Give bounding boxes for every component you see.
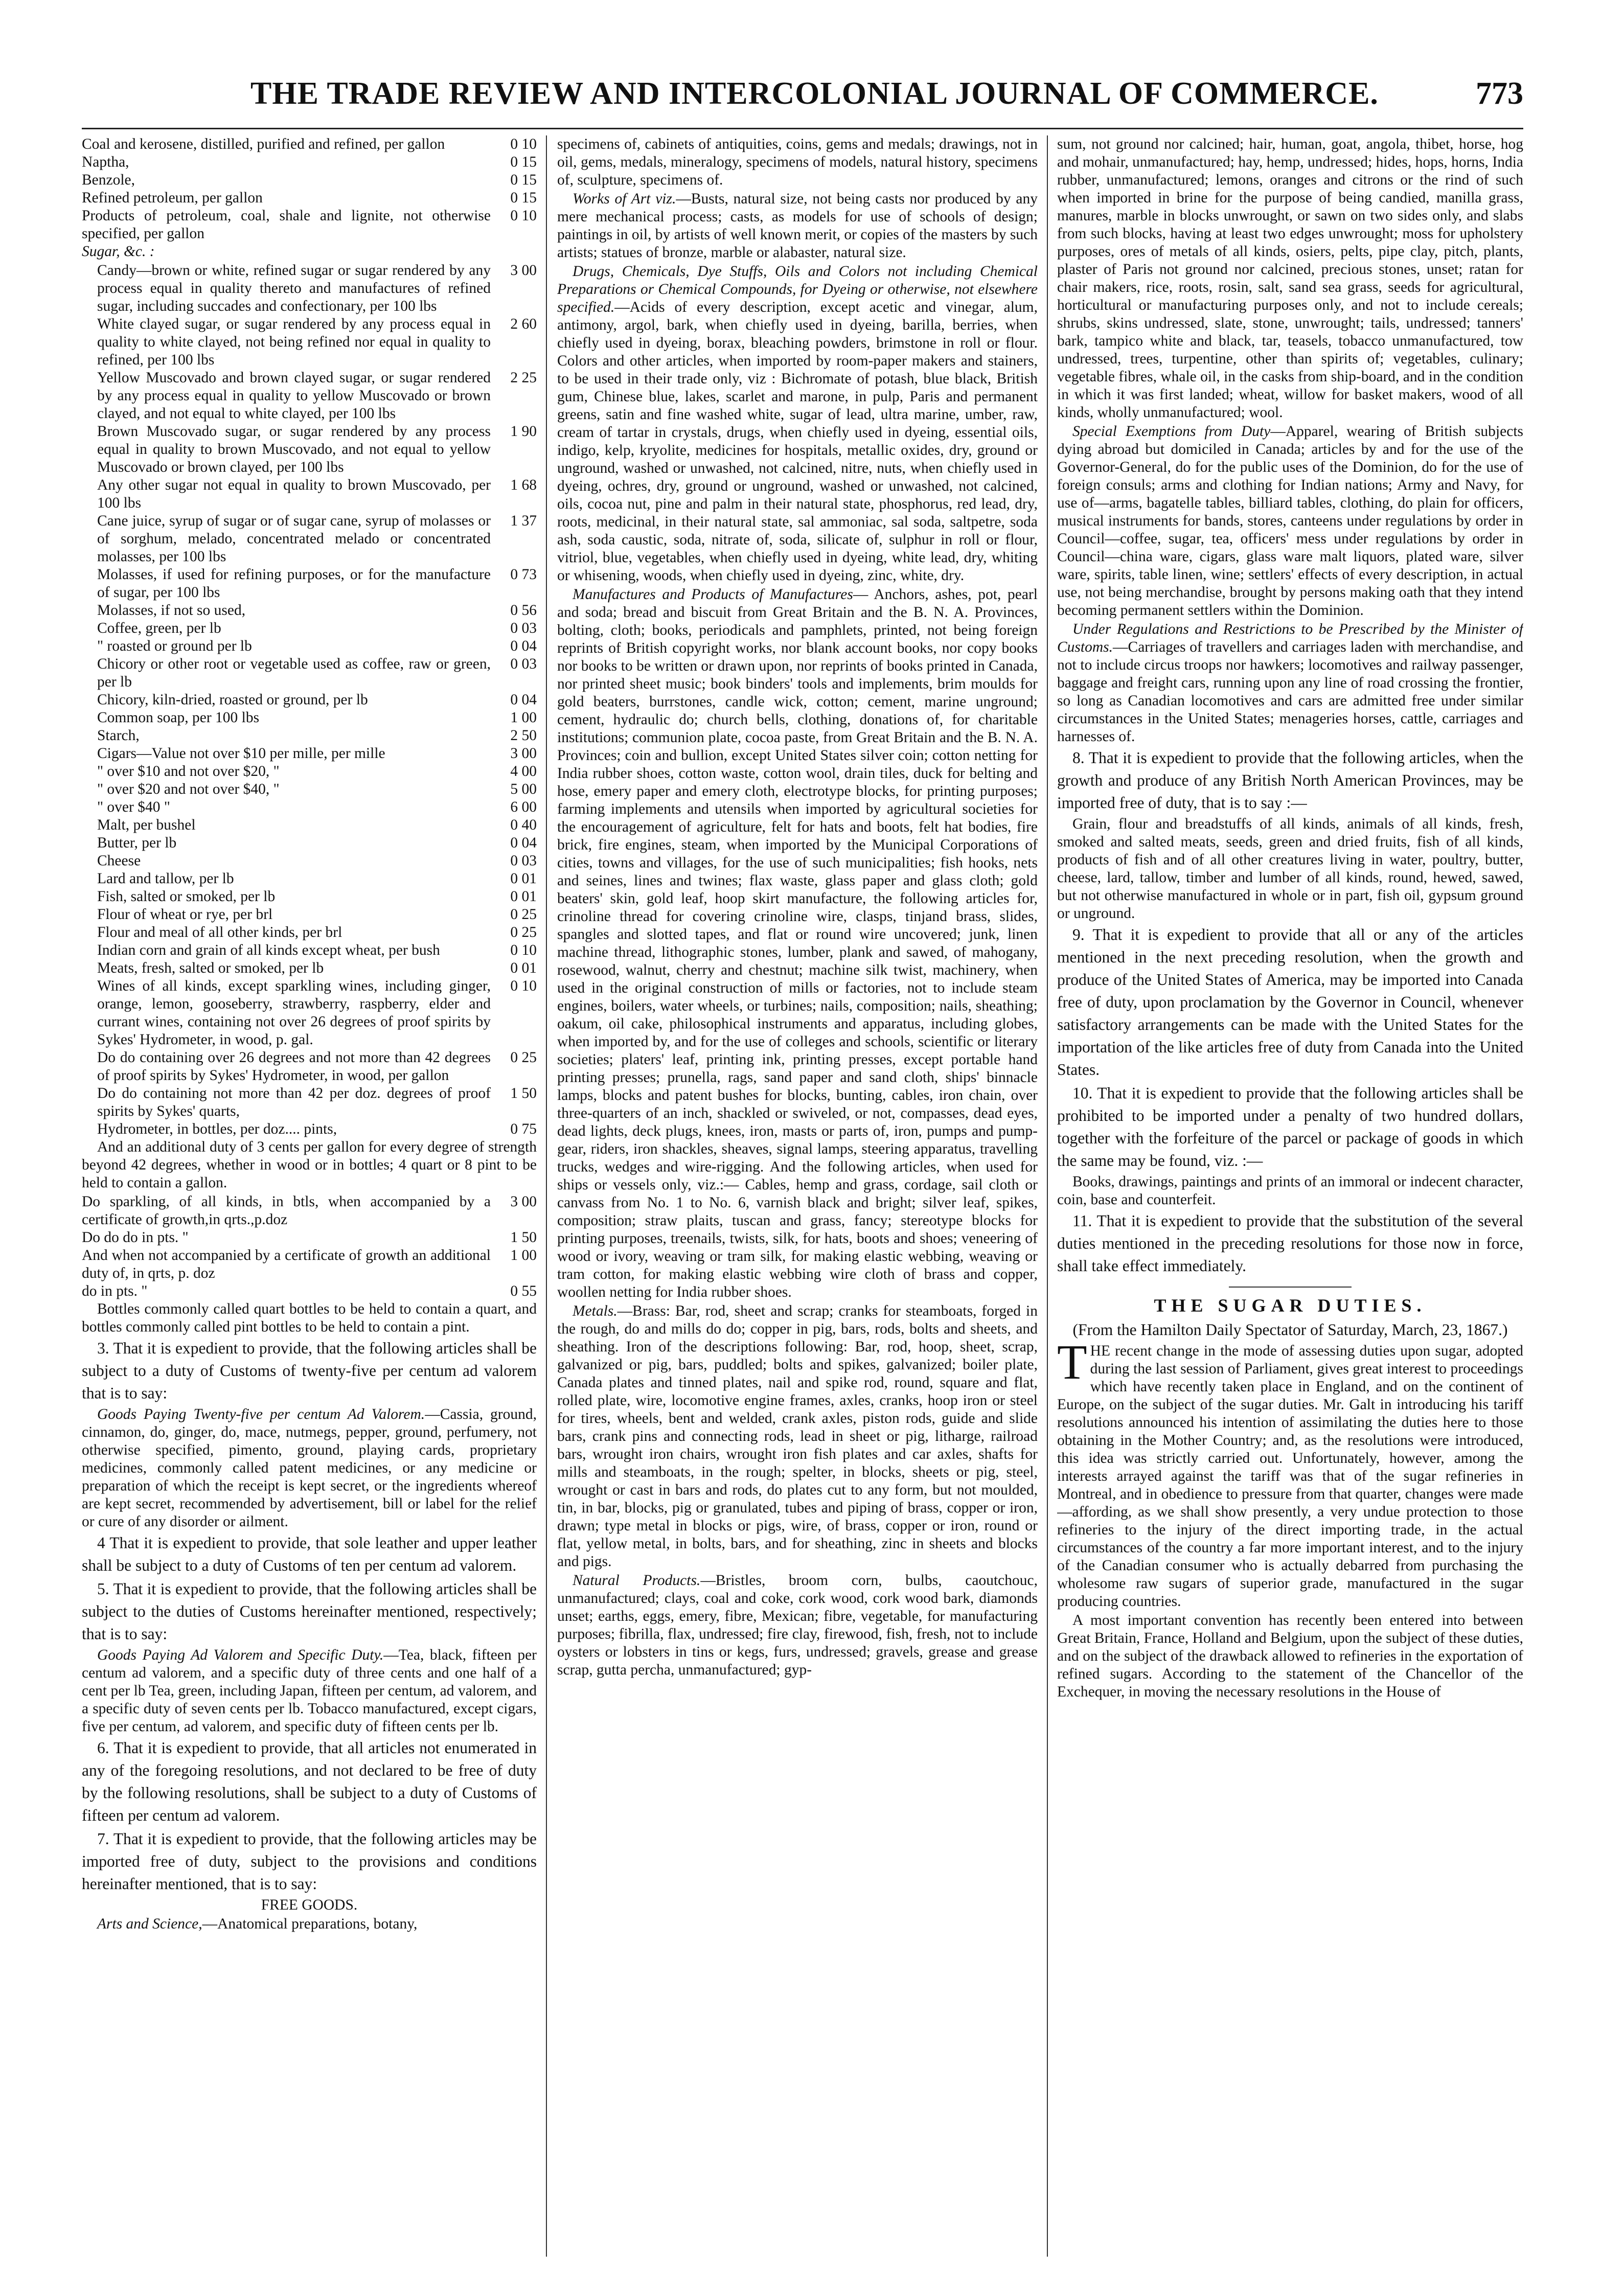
resolution-9: 9. That it is expedient to provide that all or any of the articles mentioned in the next preceding resolution, when the growth and produce of the United States of America, may be imported into Canada free of duty, upon proclamation by the Governor in Council, whenever satisfactory arrangements can be made with the United States for the importation of the like articles free of duty from Canada into the United States. bbox=[1057, 926, 1523, 1078]
sugar-tariff-label: Chicory, kiln-dried, roasted or ground, per lb bbox=[97, 692, 368, 708]
sugar-tariff-row bbox=[97, 816, 537, 834]
sugar-tariff-amount: 0 04 bbox=[510, 692, 537, 708]
sugar-tariff-label: " over $40 " bbox=[97, 799, 170, 815]
tariff-row bbox=[82, 171, 537, 189]
sugar-tariff-label: Butter, per lb bbox=[97, 835, 177, 851]
sugar-tariff-amount: 0 04 bbox=[510, 638, 537, 654]
grain-text: Grain, flour and breadstuffs of all kinds, animals of all kinds, fresh, smoked and salted meats, seeds, green and dried fruits, fish of all kinds, products of fish and of all other creatures living in water, poultry, butter, cheese, lard, tallow, timber and lumber of all kinds, round, hewed, sawed, but not otherwise manufactured in whole or in part, fish oil, gypsum ground or unground. bbox=[1057, 816, 1523, 922]
sparkling-tariff-amount: 3 00 bbox=[510, 1193, 537, 1210]
resolution-11: 11. That it is expedient to provide that the substitution of the several duties mentioned in the preceding resolutions for those now in force, shall take effect immediately. bbox=[1057, 1212, 1523, 1275]
sugar-tariff-amount: 0 25 bbox=[510, 906, 537, 923]
resolution-3-text: —Cassia, ground, cinnamon, do, ginger, do, mace, nutmegs, pepper, ground, perfumery, not otherwise specified, pimento, ground, playing cards, proprietary medicines, commonly called patent medicines, or any medicine or preparation of which the receipt is kept secret, or the ingredients whereof are kept secret, recommended by advertisement, bill or label for the relief or cure of any disorder or ailment. bbox=[82, 1406, 537, 1530]
sugar-tariff-row bbox=[97, 763, 537, 780]
regulations-heading: Under Regulations and Restrictions to be Prescribed by the Minister of Customs. bbox=[1057, 621, 1523, 655]
sugar-tariff-row bbox=[97, 924, 537, 942]
page-header bbox=[82, 65, 1523, 127]
sugar-tariff-amount: 1 68 bbox=[510, 477, 537, 493]
sugar-tariff-row bbox=[97, 745, 537, 763]
sugar-tariff-row bbox=[97, 780, 537, 798]
sugar-tariff-label: Starch, bbox=[97, 727, 140, 744]
sugar-tariff-row bbox=[97, 870, 537, 888]
section-rule bbox=[1229, 1287, 1352, 1288]
sugar-tariff-label: Molasses, if not so used, bbox=[97, 602, 246, 618]
journal-title: THE TRADE REVIEW AND INTERCOLONIAL JOURNAL OF COMMERCE. bbox=[250, 76, 1379, 111]
header-rule bbox=[82, 128, 1523, 129]
sugar-tariff-amount: 3 00 bbox=[510, 745, 537, 762]
sugar-tariff-amount: 0 03 bbox=[510, 656, 537, 672]
sugar-tariff-label: Brown Muscovado sugar, or sugar rendered by any process equal in quality to brown Muscovado, and not equal to yellow Muscovado or brown clayed, per 100 lbs bbox=[97, 423, 491, 475]
tariff-label: Products of petroleum, coal, shale and lignite, not otherwise specified, per gallon bbox=[82, 208, 491, 242]
sugar-tariff-row bbox=[97, 423, 537, 476]
works-text: —Busts, natural size, not being casts nor produced by any mere mechanical process; casts, as models for use of schools of design; paintings in oil, by artists of well known merit, or copies of the masters by such artists; statues of bronze, marble or alabaster, natural size. bbox=[557, 191, 1038, 261]
tariff-amount: 0 10 bbox=[510, 208, 537, 224]
sugar-tariff-label: Cigars—Value not over $10 per mille, per mille bbox=[97, 745, 385, 762]
resolution-3-heading: Goods Paying Twenty-five per centum Ad Valorem. bbox=[97, 1406, 425, 1422]
tariff-amount: 0 15 bbox=[510, 190, 537, 206]
sugar-tariff-row bbox=[97, 977, 537, 1049]
sugar-tariff-label: Malt, per bushel bbox=[97, 817, 196, 833]
natural-products-text: —Bristles, broom corn, bulbs, caoutchouc, unmanufactured; clays, coal and coke, cork wood, cork wood bark, diamonds unset; earths, eggs, emery, fibre, Mexican; fibre, vegetable, for manufacturing purposes; fibrilla, flax, undressed; fire clay, firewood, fish, fresh, not to include oysters or lobsters in tins or kegs, furs, undressed; gravels, grease and grease scrap, gutta percha, unmanufactured; gyp- bbox=[557, 1572, 1038, 1678]
sugar-tariff-amount: 0 25 bbox=[510, 924, 537, 940]
sugar-tariff-amount: 4 00 bbox=[510, 763, 537, 779]
article-source: (From the Hamilton Daily Spectator of Saturday, March, 23, 1867.) bbox=[1072, 1321, 1508, 1339]
sugar-tariff-label: Common soap, per 100 lbs bbox=[97, 709, 260, 726]
sugar-tariff-row bbox=[97, 369, 537, 423]
sugar-tariff-row bbox=[97, 637, 537, 655]
tariff-row bbox=[82, 135, 537, 153]
sugar-tariff-row bbox=[97, 727, 537, 745]
sugar-tariff-amount: 2 25 bbox=[510, 370, 537, 386]
sugar-tariff-row bbox=[97, 476, 537, 512]
sugar-tariff-amount: 0 03 bbox=[510, 853, 537, 869]
sugar-tariff-list bbox=[82, 262, 537, 1138]
sugar-tariff-amount: 3 00 bbox=[510, 262, 537, 279]
sugar-tariff-amount: 0 75 bbox=[510, 1121, 537, 1137]
sugar-tariff-amount: 0 56 bbox=[510, 602, 537, 618]
sugar-tariff-label: Candy—brown or white, refined sugar or sugar rendered by any process equal in quality thereto and manufactures of refined sugar, including succades and confectionary, per 100 lbs bbox=[97, 262, 491, 314]
manufactures-text: — Anchors, ashes, pot, pearl and soda; bread and biscuit from Great Britain and the B. N. A. Provinces, bolting, cloth; books, periodicals and pamphlets, printed, not being foreign reprints of British copyright works, nor blank account books, nor copy books nor books to be written or drawn upon, nor reprints of books printed in Canada, nor printed sheet music; book binders' tools and implements, brim moulds for gold beaters, burrstones, candle wick, cotton; cement, marine unground; cement, hydraulic do; church bells, clothing, donations of, for charitable institutions; communion plate, cocoa paste, from Great Britain and the B. N. A. Provinces; coin and bullion, except United States silver coin; cotton netting for India rubber shoes, cotton waste, cotton wool, drain tiles, duck for belting and hose, emery paper and emery cloth, electrotype blocks, for printing purposes; farming implements and utensils when imported by agricultural societies for the encouragement of agriculture, felt for hats and boots, felt hat bodies, fire brick, fire engines, steam, when imported by the Municipal Corporations of cities, towns and villages, for the use of such municipalities; fish hooks, nets and seines, lines and twines; flax waste, glass paper and glass cloth; gold beaters' skin, gold leaf, hoop skirt manufacture, the following articles for, crinoline thread for covering crinoline wire, clasps, tinjand brass, slides, spangles and slotted tapes, and flat or round wire uncovered; junk, linen machine thread, lithographic stones, lumber, plank and sawed, of mahogany, rosewood, walnut, cherry and chestnut; machine silk twist, machinery, when used in the original construction of mills or factories, not to include steam engines, boilers, water wheels, or turbines; nails, composition; nails, sheathing; oakum, oil cake, philosophical instruments and apparatus, including globes, when imported by, and for the use of colleges and schools, scientific or literary societies; platers' leaf, printing ink, printing presses, except portable hand printing presses; prunella, rags, sand paper and sand cloth, ships' binnacle lamps, blocks and patent bushes for blocks, bunting, cables, iron chain, over three-quarters of an inch, shackled or swiveled, or not, compasses, dead eyes, dead lights, deck plugs, knees, iron, masts or parts of, iron, pumps and pump-gear, riders, iron shackles, sheaves, signal lamps, steering apparatus, travelling trucks, wedges and wire-rigging. And the following articles, when used for ships or vessels only, viz.:— Cables, hemp and grass, cordage, sail cloth or canvass from No. 1 to No. 6, varnish black and bright; silver leaf, spikes, composition; straw plaits, tuscan and grass, fancy; stereotype blocks for printing purposes, treenails, twists, silk, for hats, boots and shoes; veneering of wood or ivory, weaving or tram silk, for making elastic webbing, weaving or tram cotton, for making elastic webbing wire cloth of brass and copper, woollen netting for India rubber shoes. bbox=[557, 586, 1038, 1300]
resolution-6: 6. That it is expedient to provide, that all articles not enumerated in any of the foregoing resolutions, and not declared to be free of duty by the following resolutions, shall be subject to a duty of Customs of fifteen per centum ad valorem. bbox=[82, 1739, 537, 1824]
special-exemptions-heading: Special Exemptions from Duty bbox=[1072, 423, 1271, 440]
sugar-tariff-amount: 0 10 bbox=[510, 978, 537, 994]
tariff-label: Coal and kerosene, distilled, purified and refined, per gallon bbox=[82, 136, 445, 152]
metals-heading: Metals. bbox=[573, 1303, 617, 1319]
article-paragraph-2: A most important convention has recently been entered into between Great Britain, France, Holland and Belgium, upon the subject of these duties, and on the subject of the drawback allowed to refineries in the exportation of refined sugars. According to the statement of the Chancellor of the Exchequer, in moving the necessary resolutions in the House of bbox=[1057, 1612, 1523, 1700]
sparkling-tariff-row bbox=[82, 1193, 537, 1229]
sugar-tariff-label: " roasted or ground per lb bbox=[97, 638, 252, 654]
special-exemptions-text: —Apparel, wearing of British subjects dying abroad but domiciled in Canada; articles by and for the use of the Governor-General, do for the public uses of the Dominion, do for the use of foreign consuls; arms and clothing for Indian nations; Army and Navy, for use of—arms, bagatelle tables, billiard tables, clothing, do plain for officers, musical instruments for bands, stores, canteens under regulations by order in Council—coffee, sugar, tea, officers' mess under regulations by order in Council—china ware, cigars, glass ware malt liquors, plated ware, silver ware, spirits, table linen, wine; settlers' effects of every description, in actual use, not being merchandise, brought by persons making oath that they intend becoming permanent settlers within the Dominion. bbox=[1057, 423, 1523, 618]
sugar-tariff-amount: 1 50 bbox=[510, 1085, 537, 1101]
sugar-tariff-amount: 0 01 bbox=[510, 888, 537, 905]
sugar-tariff-label: " over $10 and not over $20, " bbox=[97, 763, 280, 779]
sugar-tariff-label: Do do containing over 26 degrees and not more than 42 degrees of proof spirits by Sykes' Hydrometer, in wood, per gallon bbox=[97, 1049, 491, 1084]
bottles-text: Bottles commonly called quart bottles to be held to contain a quart, and bottles commonly called pint bottles to be held to contain a pint. bbox=[82, 1301, 537, 1335]
sugar-tariff-label: Cane juice, syrup of sugar or of sugar cane, syrup of molasses or of sorghum, melado, concentrated melado or concentrated molasses, per 100 lbs bbox=[97, 513, 491, 565]
natural-products-continued: sum, not ground nor calcined; hair, human, goat, angola, thibet, horse, hog and mohair, unmanufactured; hay, hemp, undressed; hides, hops, horns, India rubber, unmanufactured; lemons, oranges and citrons or the rind of such when imported in brine for the purpose of being candied, manilla grass, manures, marble in blocks unwrought, or sawn on two sides only, and slabs from such blocks, having at least two edges unwrought; moss for upholstery purposes, ores of metals of all kinds, osiers, pelts, pipe clay, pitch, plants, plaster of Paris not ground nor calcined, precious stones, unset; ratan for chair makers, rice, roots, rosin, salt, sand sea grass, seeds for agricultural, horticultural or manufacturing purposes only, and not to include cereals; shrubs, skins undressed, slate, stone, unwrought; tails, undressed; tanners' bark, tampico white and black, tar, teasels, tobacco unmanufactured, tow undressed, trees, turpentine, other than spirits of; vegetables, culinary; vegetable fibres, whale oil, in the casks from ship-board, and in the condition in which it was first landed; wheat, willow for basket makers, wood of all kinds, wholly unmanufactured; wool. bbox=[1057, 136, 1523, 421]
resolution-3: 3. That it is expedient to provide, that the following articles shall be subject to a duty of Customs of twenty-five per centum ad valorem that is to say: bbox=[82, 1339, 537, 1402]
sugar-tariff-label: Meats, fresh, salted or smoked, per lb bbox=[97, 960, 324, 976]
sparkling-tariff-label: Do sparkling, of all kinds, in btls, when accompanied by a certificate of growth,in qrts.,p.doz bbox=[82, 1193, 491, 1228]
resolution-5-heading: Goods Paying Ad Valorem and Specific Duty. bbox=[97, 1647, 384, 1663]
resolution-4: 4 That it is expedient to provide, that sole leather and upper leather shall be subject to a duty of Customs of ten per centum ad valorem. bbox=[82, 1534, 537, 1574]
sparkling-tariff-label: Do do do in pts. " bbox=[82, 1229, 189, 1246]
sugar-tariff-label: Cheese bbox=[97, 853, 141, 869]
sugar-tariff-label: Molasses, if used for refining purposes, or for the manufacture of sugar, per 100 lbs bbox=[97, 566, 491, 601]
drugs-heading: Drugs, Chemicals, Dye Stuffs, Oils and Colors not including Chemical Preparations or Chemical Compounds, for Dyeing or otherwise, not elsewhere specified. bbox=[557, 263, 1038, 315]
sugar-tariff-label: Flour and meal of all other kinds, per brl bbox=[97, 924, 342, 940]
resolution-5-text: —Tea, black, fifteen per centum ad valorem, and a specific duty of three cents and one half of a cent per lb Tea, green, including Japan, fifteen per centum, ad valorem, and a specific duty of seven cents per lb. Tobacco manufactured, except cigars, five per centum, ad valorem, and specific duty of fifteen cents per lb. bbox=[82, 1647, 537, 1735]
drugs-text: —Acids of every description, except acetic and vinegar, alum, antimony, argol, bark, when chiefly used in dyeing, barilla, berries, when chiefly used in dyeing, borax, bleaching powders, brimstone in roll or flour. Colors and other articles, when imported by room-paper makers and stainers, to be used in their trade only, viz : Bichromate of potash, blue black, British gum, Chinese blue, lakes, scarlet and marone, in pulp, Paris and permanent greens, satin and fine washed white, sugar of lead, ultra marine, umber, raw, cream of tartar in crystals, drugs, when chiefly used in dyeing, essential oils, indigo, kelp, kryolite, medicines for hospitals, metallic oxides, dry, ground or unground, washed or unwashed, not calcined, nitre, nuts, when chiefly used in dyeing, ochres, dry, ground or unground, washed or unwashed, not calcined, oils, cocoa nut, pine and palm in their natural state, phosphorus, red lead, dry, roots, medicinal, in their natural state, sal ammoniac, sal soda, saltpetre, soda ash, soda caustic, soda, nitrate of, soda, silicate of, sulphur in roll or flour, vitriol, blue, vegetables, when chiefly used in dyeing, white lead, dry, whiting or whisening, woods, when chiefly used in dyeing, zinc, white, dry. bbox=[557, 299, 1038, 584]
sugar-tariff-row bbox=[97, 619, 537, 637]
sugar-tariff-row bbox=[97, 566, 537, 602]
column-3 bbox=[1057, 135, 1523, 2257]
article-paragraph-1: HE recent change in the mode of assessing duties upon sugar, adopted during the last session of Parliament, gives great interest to proceedings which have recently taken place in England, and on the continent of Europe, on the subject of the sugar duties. Mr. Galt in introducing his tariff resolutions announced his intention of assimilating the duties here to those obtaining in the Mother Country; and, as the resolutions were introduced, this idea was strictly carried out. Unfortunately, however, among the interests arrayed against the tariff was that of the sugar refineries in Montreal, and in obedience to pressure from that quarter, changes were made—affording, as we shall show presently, a very undue protection to those refineries to the injury of the direct importing trade, in the actual circumstances of the country a far more important interest, and to the injury of the Canadian consumer who is actually debarred from purchasing the wholesome raw sugars of superior grade, manufactured in the sugar producing countries. bbox=[1057, 1343, 1523, 1610]
sugar-tariff-label: Fish, salted or smoked, per lb bbox=[97, 888, 276, 905]
sugar-tariff-row bbox=[97, 852, 537, 870]
sparkling-tariff-row bbox=[82, 1282, 537, 1300]
specimens-text: specimens of, cabinets of antiquities, coins, gems and medals; drawings, not in oil, gems, medals, mineralogy, specimens of models, natural history, specimens of, sculpture, specimens of. bbox=[557, 136, 1038, 188]
tariff-row bbox=[82, 153, 537, 171]
sugar-tariff-row bbox=[97, 834, 537, 852]
arts-text: —Anatomical preparations, botany, bbox=[202, 1916, 418, 1932]
tariff-label: Refined petroleum, per gallon bbox=[82, 190, 263, 206]
resolution-5: 5. That it is expedient to provide, that the following articles shall be subject to the duties of Customs hereinafter mentioned, respectively; that is to say: bbox=[82, 1580, 537, 1643]
sugar-tariff-row bbox=[97, 262, 537, 315]
sparkling-tariff-row bbox=[82, 1229, 537, 1247]
sugar-tariff-row bbox=[97, 602, 537, 619]
sugar-tariff-label: Indian corn and grain of all kinds except wheat, per bush bbox=[97, 942, 440, 958]
sugar-tariff-label: Any other sugar not equal in quality to brown Muscovado, per 100 lbs bbox=[97, 477, 491, 511]
tariff-amount: 0 15 bbox=[510, 172, 537, 188]
natural-products-heading: Natural Products. bbox=[573, 1572, 701, 1589]
sugar-tariff-row bbox=[97, 1049, 537, 1085]
sugar-tariff-row bbox=[97, 512, 537, 566]
sugar-tariff-row bbox=[97, 906, 537, 924]
sugar-tariff-amount: 1 37 bbox=[510, 513, 537, 529]
sugar-tariff-amount: 0 01 bbox=[510, 960, 537, 976]
sugar-tariff-amount: 5 00 bbox=[510, 781, 537, 797]
tariff-row bbox=[82, 207, 537, 243]
books-text: Books, drawings, paintings and prints of an immoral or indecent character, coin, base and counterfeit. bbox=[1057, 1174, 1523, 1208]
tariff-amount: 0 15 bbox=[510, 154, 537, 170]
arts-heading: Arts and Science, bbox=[97, 1916, 202, 1932]
additional-duty: And an additional duty of 3 cents per gallon for every degree of strength beyond 42 degrees, whether in wood or in bottles; 4 quart or 8 pint to be held to contain a gallon. bbox=[82, 1139, 537, 1191]
column-1 bbox=[82, 135, 537, 2257]
sugar-tariff-amount: 2 50 bbox=[510, 727, 537, 744]
column-divider bbox=[546, 135, 547, 2257]
sugar-tariff-amount: 1 90 bbox=[510, 423, 537, 440]
sparkling-tariff-list bbox=[82, 1193, 537, 1300]
resolution-10: 10. That it is expedient to provide that the following articles shall be prohibited to be imported under a penalty of two hundred dollars, together with the forfeiture of the parcel or package of goods in which the same may be found, viz. :— bbox=[1057, 1084, 1523, 1169]
column-divider bbox=[1047, 135, 1048, 2257]
tariff-row bbox=[82, 189, 537, 207]
free-goods-heading: FREE GOODS. bbox=[261, 1897, 358, 1913]
sugar-tariff-amount: 0 40 bbox=[510, 817, 537, 833]
sugar-tariff-row bbox=[97, 888, 537, 906]
works-heading: Works of Art viz. bbox=[573, 191, 676, 207]
sugar-tariff-row bbox=[97, 1085, 537, 1120]
sugar-tariff-row bbox=[97, 655, 537, 691]
drop-cap: T bbox=[1057, 1335, 1087, 1389]
tariff-label: Naptha, bbox=[82, 154, 129, 170]
sugar-tariff-label: Wines of all kinds, except sparkling wines, including ginger, orange, lemon, gooseberry, strawberry, raspberry, elder and currant wines, containing not over 26 degrees of proof spirits by Sykes' Hydrometer, in wood, p. gal. bbox=[97, 978, 491, 1048]
tariff-amount: 0 10 bbox=[510, 136, 537, 152]
sugar-tariff-label: Flour of wheat or rye, per brl bbox=[97, 906, 273, 923]
sugar-tariff-label: White clayed sugar, or sugar rendered by any process equal in quality to white clayed, not being refined nor equal in quality to refined, per 100 lbs bbox=[97, 316, 491, 368]
sugar-tariff-row bbox=[97, 691, 537, 709]
sugar-tariff-label: Do do containing not more than 42 per doz. degrees of proof spirits by Sykes' quarts, bbox=[97, 1085, 491, 1119]
sugar-tariff-label: Chicory or other root or vegetable used as coffee, raw or green, per lb bbox=[97, 656, 491, 690]
sugar-tariff-row bbox=[97, 798, 537, 816]
sugar-tariff-row bbox=[97, 942, 537, 959]
sugar-tariff-amount: 2 60 bbox=[510, 316, 537, 332]
sugar-tariff-amount: 0 10 bbox=[510, 942, 537, 958]
sparkling-tariff-amount: 1 50 bbox=[510, 1229, 537, 1246]
sugar-tariff-amount: 1 00 bbox=[510, 709, 537, 726]
sugar-tariff-row bbox=[97, 709, 537, 727]
sparkling-tariff-amount: 1 00 bbox=[510, 1247, 537, 1264]
sparkling-tariff-row bbox=[82, 1247, 537, 1282]
sugar-tariff-label: Yellow Muscovado and brown clayed sugar, or sugar rendered by any process equal in quality to yellow Muscovado or brown clayed, and not equal to white clayed, per 100 lbs bbox=[97, 370, 491, 422]
manufactures-heading: Manufactures and Products of Manufactures bbox=[573, 586, 853, 603]
page-number: 773 bbox=[1476, 76, 1523, 111]
sugar-tariff-label: Hydrometer, in bottles, per doz.... pints, bbox=[97, 1121, 337, 1137]
sparkling-tariff-label: And when not accompanied by a certificate of growth an additional duty of, in qrts, p. doz bbox=[82, 1247, 491, 1281]
column-2 bbox=[557, 135, 1038, 2257]
sugar-tariff-amount: 0 04 bbox=[510, 835, 537, 851]
sugar-tariff-label: Coffee, green, per lb bbox=[97, 620, 221, 636]
tariff-list bbox=[82, 135, 537, 243]
resolution-8: 8. That it is expedient to provide that the following articles, when the growth and produce of any British North American Provinces, may be imported free of duty, that is to say :— bbox=[1057, 749, 1523, 812]
sugar-tariff-amount: 0 25 bbox=[510, 1049, 537, 1066]
resolution-7: 7. That it is expedient to provide, that the following articles may be imported free of duty, subject to the provisions and conditions hereinafter mentioned, that is to say: bbox=[82, 1830, 537, 1893]
sugar-tariff-label: " over $20 and not over $40, " bbox=[97, 781, 280, 797]
sugar-tariff-row bbox=[97, 959, 537, 977]
sugar-tariff-amount: 0 73 bbox=[510, 566, 537, 583]
metals-text: —Brass: Bar, rod, sheet and scrap; cranks for steamboats, forged in the rough, do and mills do do; copper in pig, bars, rods, bolts and sheets, and sheathing. Iron of the descriptions following: Bar, rod, hoop, sheet, scrap, galvanized or pig, bars, puddled; bolts and spikes, galvanized; boiler plate, Canada plates and tinned plates, nail and spike rod, round, square and flat, rolled plate, wire, locomotive engine frames, axles, cranks, hoop iron or steel for tires, wheels, bent and welded, crank axles, piston rods, guide and slide bars, crank pins and connecting rods, lead in sheet or pig, litharge, railroad bars, wrought iron chairs, wrought iron fish plates and car axles, shafts for mills and steamboats, in the rough; spelter, in blocks, sheets or pig, steel, wrought or cast in bars and rods, do plates cut to any form, but not moulded, tin, in bar, blocks, pig or granulated, tubes and piping of brass, copper or iron, drawn; type metal in blocks or pigs, wire, of brass, copper or iron, round or flat, yellow metal, in bolts, bars, and for sheathing, zinc in sheets and blocks and pigs. bbox=[557, 1303, 1038, 1570]
tariff-label: Benzole, bbox=[82, 172, 135, 188]
sugar-tariff-label: Lard and tallow, per lb bbox=[97, 870, 234, 887]
sugar-duties-title: THE SUGAR DUTIES. bbox=[1154, 1295, 1427, 1316]
sparkling-tariff-label: do in pts. " bbox=[82, 1283, 148, 1299]
sugar-tariff-row bbox=[97, 315, 537, 369]
sparkling-tariff-amount: 0 55 bbox=[510, 1283, 537, 1299]
sugar-heading: Sugar, &c. : bbox=[82, 243, 155, 260]
sugar-tariff-amount: 0 01 bbox=[510, 870, 537, 887]
sugar-tariff-row bbox=[97, 1120, 537, 1138]
sugar-tariff-amount: 6 00 bbox=[510, 799, 537, 815]
regulations-text: —Carriages of travellers and carriages laden with merchandise, and not to include circus troops nor hawkers; locomotives and railway passenger, baggage and freight cars, running upon any line of road crossing the frontier, so long as Canadian locomotives and cars are admitted free under similar circumstances in the United States; menageries horses, cattle, carriages and harnesses of. bbox=[1057, 639, 1523, 745]
sugar-tariff-amount: 0 03 bbox=[510, 620, 537, 636]
